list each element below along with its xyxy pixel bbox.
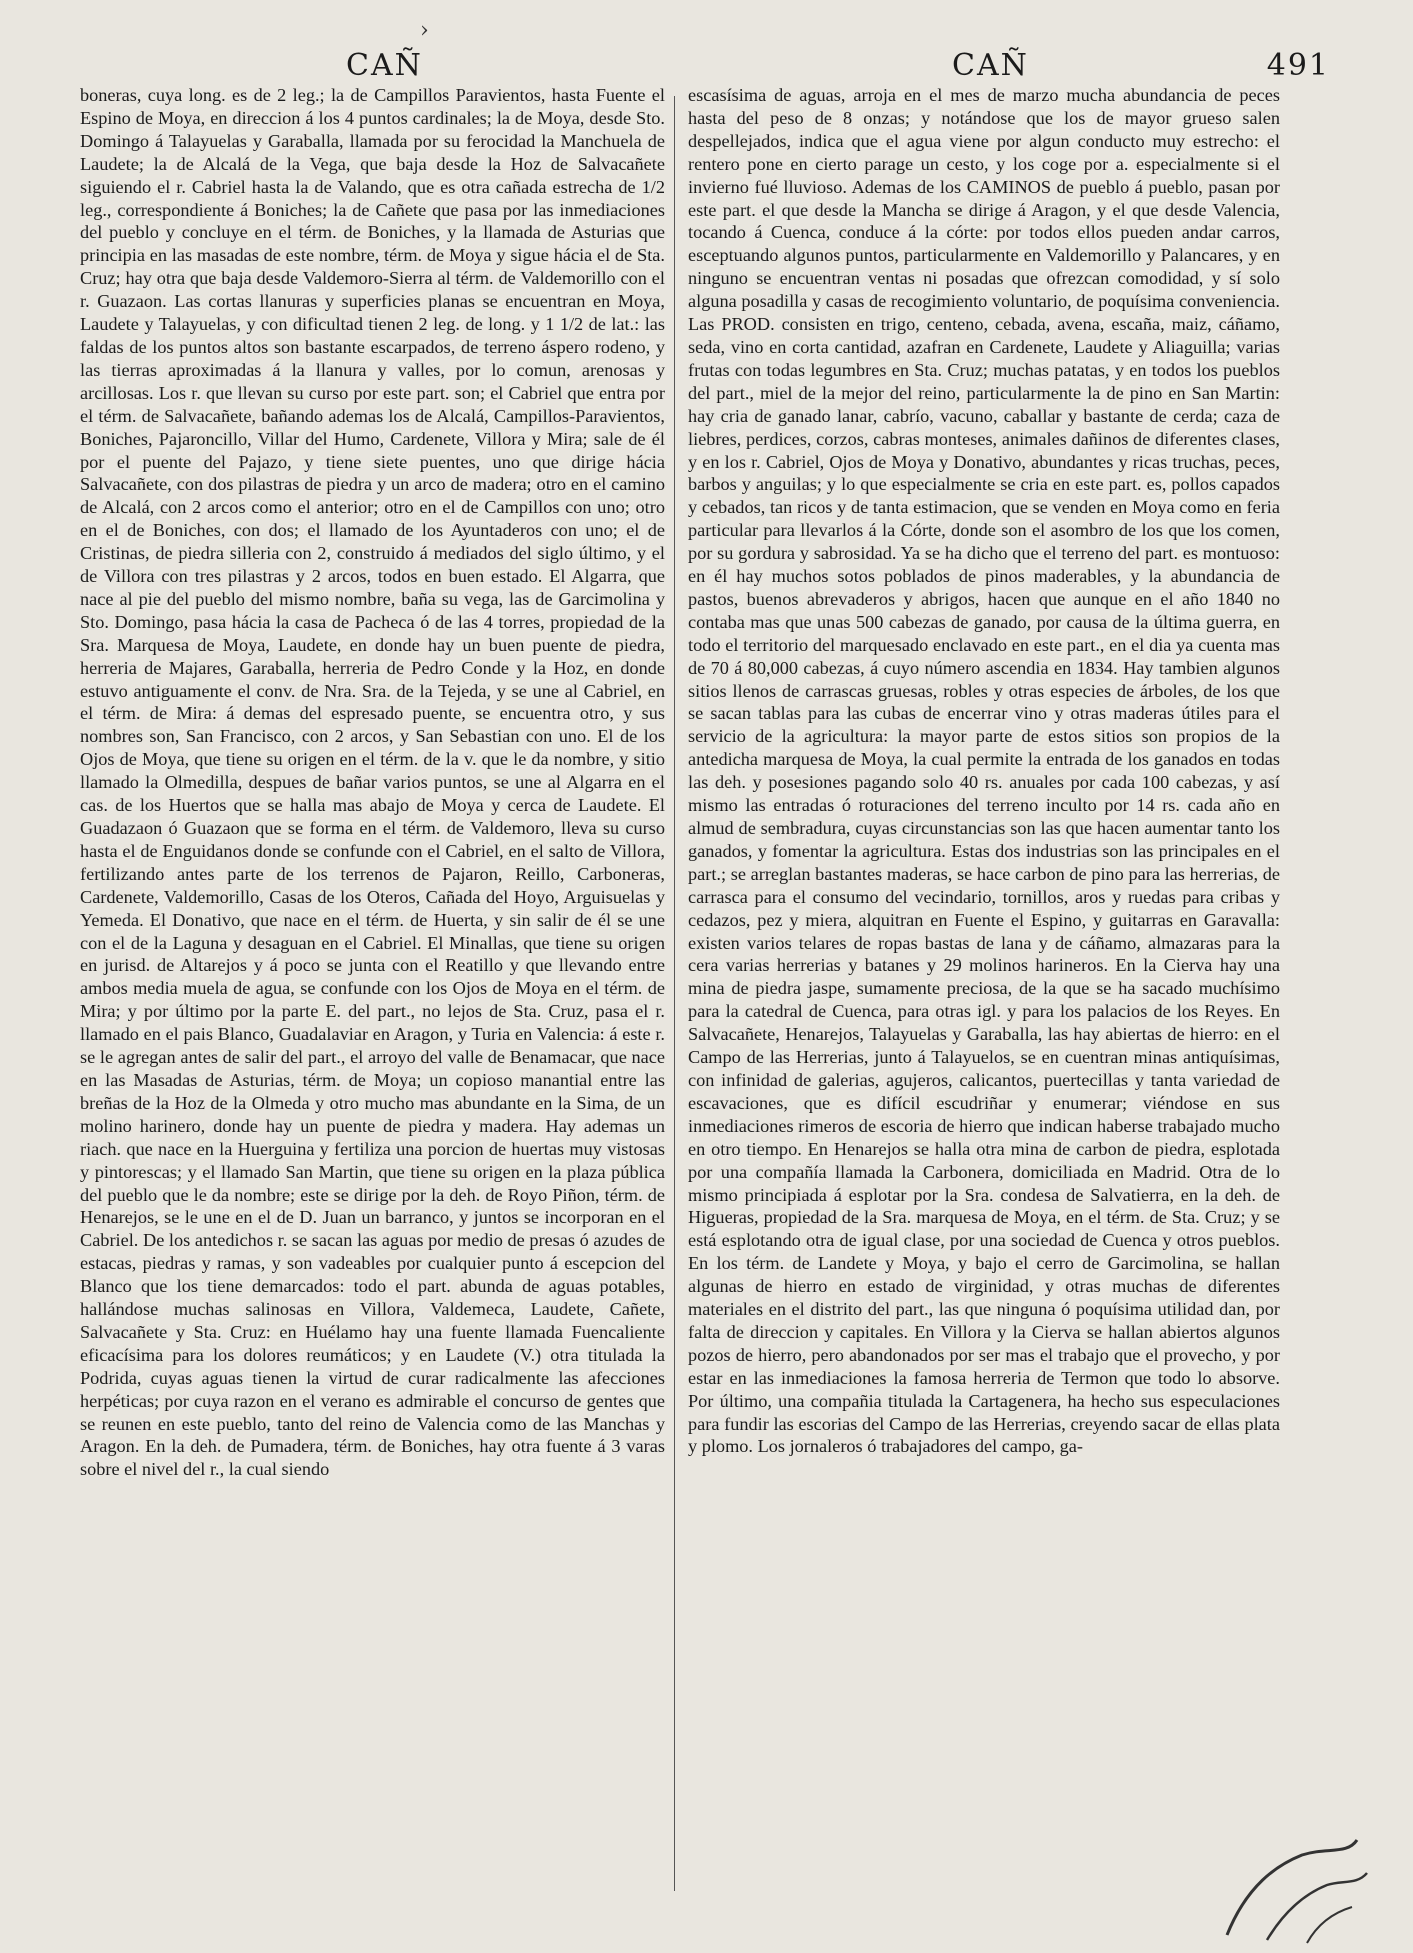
- left-column: [80, 84, 665, 1481]
- running-header: [80, 48, 1330, 88]
- left-column-text: boneras, cuya long. es de 2 leg.; la de Campillos Paravientos, hasta Fuente el Espino de Moya, en direccion á los 4 puntos cardinales; la de Moya, desde Sto. Domingo á Talayuelas y Garaballa, llamada por su ferocidad la Manchuela de Laudete; la de Alcalá de la Vega, que baja desde la Hoz de Salvacañete siguiendo el r. Cabriel hasta la de Valando, que es otra cañada estrecha de 1/2 leg., correspondiente á Boniches; la de Cañete que pasa por las inmediaciones del pueblo y concluye en el térm. de Boniches, y la llamada de Asturias que principia en las masadas de este nombre, térm. de Moya y sigue hácia el de Sta. Cruz; hay otra que baja desde Valdemoro-Sierra al térm. de Valdemorillo con el r. Guazaon. Las cortas llanuras y superficies planas se encuentran en Moya, Laudete y Talayuelas, y con dificultad tienen 2 leg. de long. y 1 1/2 de lat.: las faldas de los puntos altos son bastante escarpados, de terreno áspero rodeno, y las tierras aproximadas á la llanura y valles, por lo comun, arenosas y arcillosas. Los r. que llevan su curso por este part. son; el Cabriel que entra por el térm. de Salvacañete, bañando ademas los de Alcalá, Campillos-Paravientos, Boniches, Pajaroncillo, Villar del Humo, Cardenete, Villora y Mira; sale de él por el puente del Pajazo, y tiene siete puentes, uno que dirige hácia Salvacañete, con dos pilastras de piedra y un arco de madera; otro en el camino de Alcalá, con 2 arcos como el anterior; otro en el de Campillos con uno; otro en el de Boniches, con dos; el llamado de los Ayuntaderos con uno; el de Cristinas, de piedra silleria con 2, construido á mediados del siglo último, y el de Villora con tres pilastras y 2 arcos, todos en buen estado. El Algarra, que nace al pie del pueblo del mismo nombre, baña su vega, las de Garcimolina y Sto. Domingo, pasa hácia la casa de Pacheca ó de las 4 torres, propiedad de la Sra. Marquesa de Moya, Laudete, en donde hay un buen puente de piedra, herreria de Majares, Garaballa, herreria de Pedro Conde y la Hoz, en donde estuvo antiguamente el conv. de Nra. Sra. de la Tejeda, y se une al Cabriel, en el térm. de Mira: á demas del espresado puente, se encuentra otro, y sus nombres son, San Francisco, con 2 arcos, y San Sebastian con uno. El de los Ojos de Moya, que tiene su origen en el térm. de la v. que le da nombre, y sitio llamado la Olmedilla, despues de bañar varios puntos, se une al Algarra en el cas. de los Huertos que se halla mas abajo de Moya y cerca de Laudete. El Guadazaon ó Guazaon que se forma en el térm. de Valdemoro, lleva su curso hasta el de Enguidanos donde se confunde con el Cabriel, en el salto de Villora, fertilizando antes parte de los terrenos de Pajaron, Reillo, Carboneras, Cardenete, Valdemorillo, Casas de los Oteros, Cañada del Hoyo, Arguisuelas y Yemeda. El Donativo, que nace en el térm. de Huerta, y sin salir de él se une con el de la Laguna y desaguan en el Cabriel. El Minallas, que tiene su origen en jurisd. de Altarejos y á poco se junta con el Reatillo y que llevando entre ambos media muela de agua, se confunde con los Ojos de Moya en el térm. de Mira; y por último por la parte E. del part., no lejos de Sta. Cruz, pasa el r. llamado en el pais Blanco, Guadalaviar en Aragon, y Turia en Valencia: á este r. se le agregan antes de salir del part., el arroyo del valle de Benamacar, que nace en las Masadas de Asturias, térm. de Moya; un copioso manantial entre las breñas de la Hoz de la Olmeda y otro mucho mas abundante en la Sima, de un molino harinero, donde hay un puente de piedra y madera. Hay ademas un riach. que nace en la Huerguina y fertiliza una porcion de huertas muy vistosas y pintorescas; y el llamado San Martin, que tiene su origen en la plaza pública del pueblo que le da nombre; este se dirige por la deh. de Royo Piñon, térm. de Henarejos, se le une en el de D. Juan un barranco, y juntos se incorporan en el Cabriel. De los antedichos r. se sacan las aguas por medio de presas ó azudes de estacas, piedras y ramas, y son vadeables por cualquier punto á escepcion del Blanco que los tiene demarcados: todo el part. abunda de aguas potables, hallándose muchas salinosas en Villora, Valdemeca, Laudete, Cañete, Salvacañete y Sta. Cruz: en Huélamo hay una fuente llamada Fuencaliente eficacísima para los dolores reumáticos; y en Laudete (V.) otra titulada la Podrida, cuyas aguas tienen la virtud de curar radicalmente las afecciones herpéticas; por cuya razon en el verano es admirable el concurso de gentes que se reunen en este pueblo, tanto del reino de Valencia como de las Manchas y Aragon. En la deh. de Pumadera, térm. de Boniches, hay otra fuente á 3 varas sobre el nivel del r., la cual siendo: [80, 85, 665, 1480]
- handwritten-scribble-mark: [1207, 1825, 1377, 1945]
- right-column-text: escasísima de aguas, arroja en el mes de marzo mucha abundancia de peces hasta del peso de 8 onzas; y notándose que los de mayor grueso salen despellejados, indica que el agua viene por algun conducto muy estrecho: el rentero pone en cierto parage un cesto, y los coge por a. especialmente si el invierno fué lluvioso. Ademas de los CAMINOS de pueblo á pueblo, pasan por este part. el que desde la Mancha se dirige á Aragon, y el que desde Valencia, tocando á Cuenca, conduce á la córte: por todos ellos pueden andar carros, esceptuando algunos puntos, particularmente en Valdemorillo y Palancares, y en ninguno se encuentran ventas ni posadas que ofrezcan comodidad, y sí solo alguna posadilla y casas de recogimiento voluntario, de poquísima conveniencia. Las PROD. consisten en trigo, centeno, cebada, avena, escaña, maiz, cáñamo, seda, vino en corta cantidad, azafran en Cardenete, Laudete y Aliaguilla; varias frutas con todas legumbres en Sta. Cruz; muchas patatas, y en todos los pueblos del part., miel de la mejor del reino, particularmente la de pino en San Martin: hay cria de ganado lanar, cabrío, vacuno, caballar y bastante de cerda; caza de liebres, perdices, corzos, cabras monteses, animales dañinos de diferentes clases, y en los r. Cabriel, Ojos de Moya y Donativo, abundantes y ricas truchas, peces, barbos y anguilas; y lo que especialmente se cria en este part. es, pollos capados y cebados, tan ricos y de tanta estimacion, que se venden en Moya como en feria particular para llevarlos á la Córte, donde son el asombro de los que los comen, por su gordura y sabrosidad. Ya se ha dicho que el terreno del part. es montuoso: en él hay muchos sotos poblados de pinos maderables, y la abundancia de pastos, buenos abrevaderos y abrigos, hacen que aunque en el año 1840 no contaba mas que unas 500 cabezas de ganado, por causa de la última guerra, en todo el territorio del marquesado enclavado en este part., en el dia ya cuenta mas de 70 á 80,000 cabezas, á cuyo número ascendia en 1834. Hay tambien algunos sitios llenos de carrascas gruesas, robles y otras especies de árboles, de los que se sacan tablas para las cubas de encerrar vino y otras maderas útiles para el servicio de la agricultura: la mayor parte de estos sitios son propios de la antedicha marquesa de Moya, la cual permite la entrada de los ganados en todas las deh. y posesiones pagando solo 40 rs. anuales por cada 100 cabezas, y así mismo las entradas ó roturaciones del terreno inculto por 14 rs. cada año en almud de sembradura, cuyas circunstancias son las que hacen aumentar tanto los ganados, y fomentar la agricultura. Estas dos industrias son las principales en el part.; se arreglan bastantes maderas, se hace carbon de pino para las herrerias, de carrasca para el consumo del vecindario, tornillos, aros y ruedas para cribas y cedazos, pez y miera, alquitran en Fuente el Espino, y guitarras en Garavalla: existen varios telares de ropas bastas de lana y de cáñamo, almazaras para la cera varias herrerias y batanes y 29 molinos harineros. En la Cierva hay una mina de piedra jaspe, sumamente preciosa, de la que se ha sacado muchísimo para la catedral de Cuenca, para otras igl. y para los palacios de los Reyes. En Salvacañete, Henarejos, Talayuelas y Garaballa, las hay abiertas de hierro: en el Campo de las Herrerias, junto á Talayuelos, se en cuentran minas antiquísimas, con infinidad de galerias, agujeros, calicantos, puertecillas y tanta variedad de escavaciones, que es difícil escudriñar y enumerar; viéndose en sus inmediaciones rimeros de escoria de hierro que indican haberse trabajado mucho en otro tiempo. En Henarejos se halla otra mina de carbon de piedra, esplotada por una compañía llamada la Carbonera, domiciliada en Madrid. Otra de lo mismo principiada á esplotar por la Sra. condesa de Salvatierra, en la deh. de Higueras, propiedad de la Sra. marquesa de Moya, en el térm. de Sta. Cruz; y se está esplotando otra de igual clase, por una sociedad de Cuenca y otros pueblos. En los térm. de Landete y Moya, y bajo el cerro de Garcimolina, se hallan algunas de hierro en estado de virginidad, y otras muchas de diferentes materiales en el distrito del part., las que ninguna ó poquísima utilidad dan, por falta de direccion y capitales. En Villora y la Cierva se hallan abiertos algunos pozos de hierro, pero abandonados por ser mas el trabajo que el provecho, y por estar en las inmediaciones la famosa herreria de Termon que todo lo absorve. Por último, una compañia titulada la Cartagenera, ha hecho sus especulaciones para fundir las escorias del Campo de las Herrerias, creyendo sacar de ellas plata y plomo. Los jornaleros ó trabajadores del campo, ga-: [688, 85, 1280, 1457]
- left-running-head: CAÑ: [346, 48, 423, 83]
- page-number: 491: [1266, 48, 1330, 83]
- column-divider: [674, 96, 675, 1891]
- top-mark: ›: [420, 18, 429, 43]
- right-running-head: CAÑ: [952, 48, 1029, 83]
- right-column: [688, 84, 1280, 1458]
